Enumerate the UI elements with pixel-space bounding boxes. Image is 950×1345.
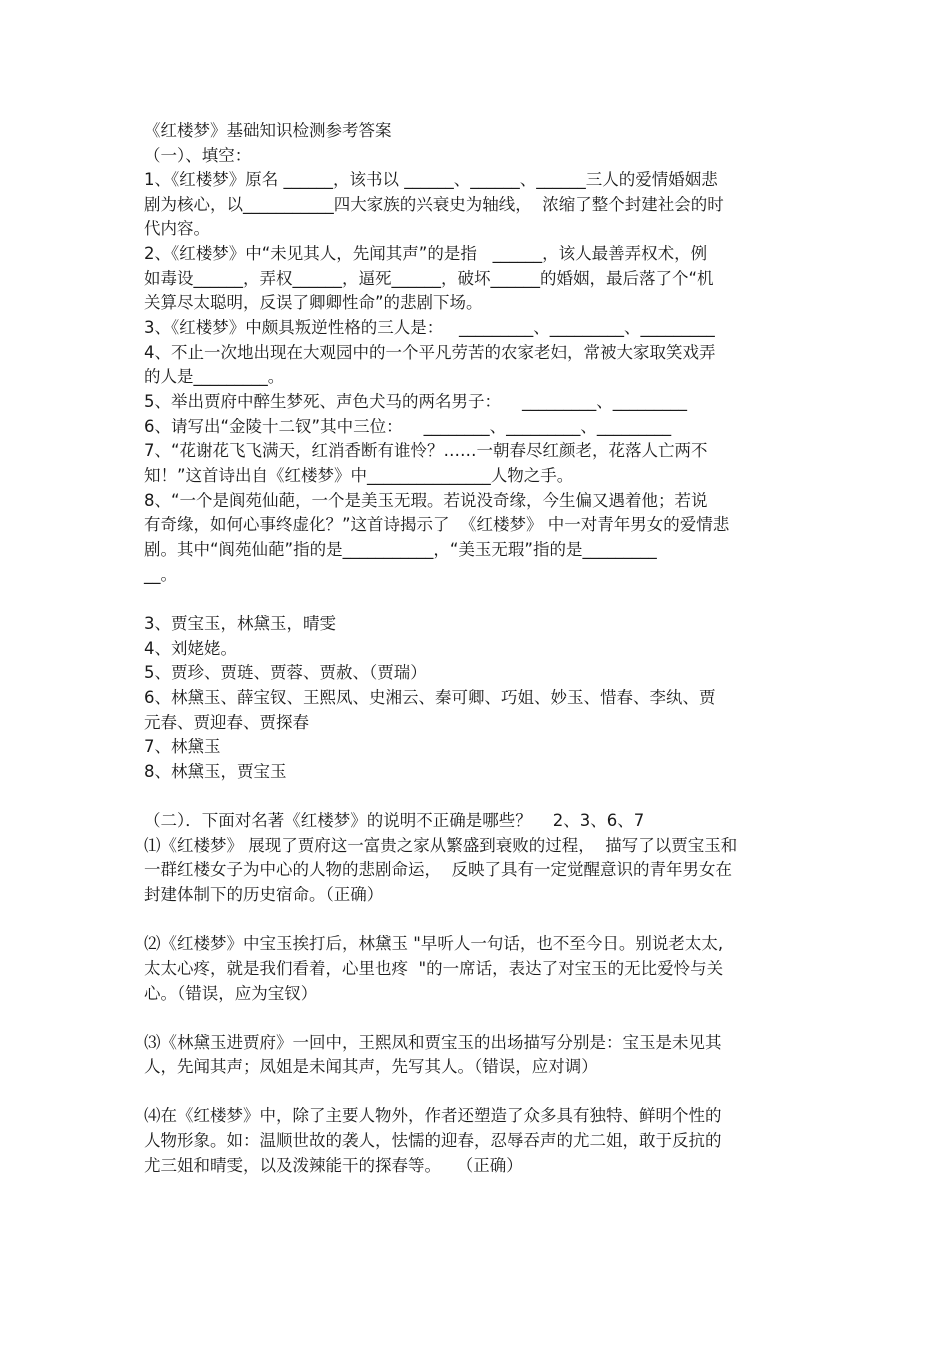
statement-1-line: 一群红楼女子为中心的人物的悲剧命运， 反映了具有一定觉醒意识的青年男女在 — [144, 860, 732, 879]
answer-line: 7、林黛玉 — [144, 737, 221, 756]
statement-4-line: 人物形象。如：温顺世故的袭人，怯懦的迎春，忍辱吞声的尤二姐，敢于反抗的 — [144, 1131, 722, 1150]
question-1-line: 剧为核心，以___________四大家族的兴衰史为轴线， 浓缩了整个封建社会的时 — [144, 195, 724, 214]
answer-line: 6、林黛玉、薛宝钗、王熙凤、史湘云、秦可卿、巧姐、妙玉、惜春、李纨、贾 — [144, 688, 716, 707]
statement-4-line: ⑷在《红楼梦》中，除了主要人物外，作者还塑造了众多具有独特、鲜明个性的 — [144, 1106, 722, 1125]
question-3-line: 3、《红楼梦》中颇具叛逆性格的三人是： _________、_________、_________ — [144, 318, 715, 337]
statement-4-line: 尤三姐和晴雯，以及泼辣能干的探春等。 （正确） — [144, 1156, 523, 1175]
question-2-line: 2、《红楼梦》中“未见其人，先闻其声”的是指 ______，该人最善弄权术，例 — [144, 244, 708, 263]
question-8-line: 8、“一个是阆苑仙葩，一个是美玉无瑕。若说没奇缘，今生偏又遇着他；若说 — [144, 491, 708, 510]
answer-line: 5、贾珍、贾琏、贾蓉、贾赦、（贾瑞） — [144, 663, 427, 682]
question-4-line: 4、不止一次地出现在大观园中的一个平凡劳苦的农家老妇，常被大家取笑戏弄 — [144, 343, 716, 362]
statement-3-line: ⑶《林黛玉进贾府》一回中，王熙凤和贾宝玉的出场描写分别是：宝玉是未见其 — [144, 1033, 722, 1052]
question-8-line: 剧。其中“阆苑仙葩”指的是___________，“美玉无瑕”指的是_________ — [144, 540, 657, 559]
question-1-line: 1、《红楼梦》原名 ______，该书以 ______、______、______三人的爱情婚姻悲 — [144, 170, 718, 189]
answer-line: 8、林黛玉，贾宝玉 — [144, 762, 287, 781]
answer-line: 4、刘姥姥。 — [144, 639, 237, 658]
statement-3-line: 人，先闻其声；凤姐是未闻其声，先写其人。（错误，应对调） — [144, 1057, 598, 1076]
statement-2-line: 心。（错误，应为宝钗） — [144, 984, 318, 1003]
document-title: 《红楼梦》基础知识检测参考答案 — [144, 121, 392, 140]
section-two-heading: （二）．下面对名著《红楼梦》的说明不正确是哪些？ 2、3、6、7 — [144, 811, 645, 830]
statement-2-line: 太太心疼，就是我们看着，心里也疼 "的一席话，表达了对宝玉的无比爱怜与关 — [144, 959, 724, 978]
question-2-line: 关算尽太聪明，反误了卿卿性命”的悲剧下场。 — [144, 293, 483, 312]
question-6-line: 6、请写出“金陵十二钗”其中三位： ________、_________、_________ — [144, 417, 672, 436]
question-7-line: 知！”这首诗出自《红楼梦》中_______________人物之手。 — [144, 466, 574, 485]
question-8-line: __。 — [144, 565, 177, 584]
answer-line: 元春、贾迎春、贾探春 — [144, 713, 309, 732]
question-1-line: 代内容。 — [144, 219, 210, 238]
section-one-heading: （一）、填空： — [144, 146, 252, 165]
question-5-line: 5、举出贾府中醉生梦死、声色犬马的两名男子： _________、_________ — [144, 392, 687, 411]
question-7-line: 7、“花谢花飞飞满天，红消香断有谁怜？……一朝春尽红颜老，花落人亡两不 — [144, 441, 708, 460]
answer-line: 3、贾宝玉，林黛玉，晴雯 — [144, 614, 336, 633]
statement-2-line: ⑵《红楼梦》中宝玉挨打后，林黛玉 "早听人一句话，也不至今日。别说老太太, — [144, 934, 724, 953]
question-4-line: 的人是_________。 — [144, 367, 285, 386]
statement-1-line: ⑴《红楼梦》 展现了贾府这一富贵之家从繁盛到衰败的过程， 描写了以贾宝玉和 — [144, 836, 738, 855]
question-2-line: 如毒设______，弄权______，逼死______，破坏______的婚姻，最后落了个“机 — [144, 269, 714, 288]
question-8-line: 有奇缘，如何心事终虚化？”这首诗揭示了 《红楼梦》 中一对青年男女的爱情悲 — [144, 515, 730, 534]
statement-1-line: 封建体制下的历史宿命。（正确） — [144, 885, 384, 904]
